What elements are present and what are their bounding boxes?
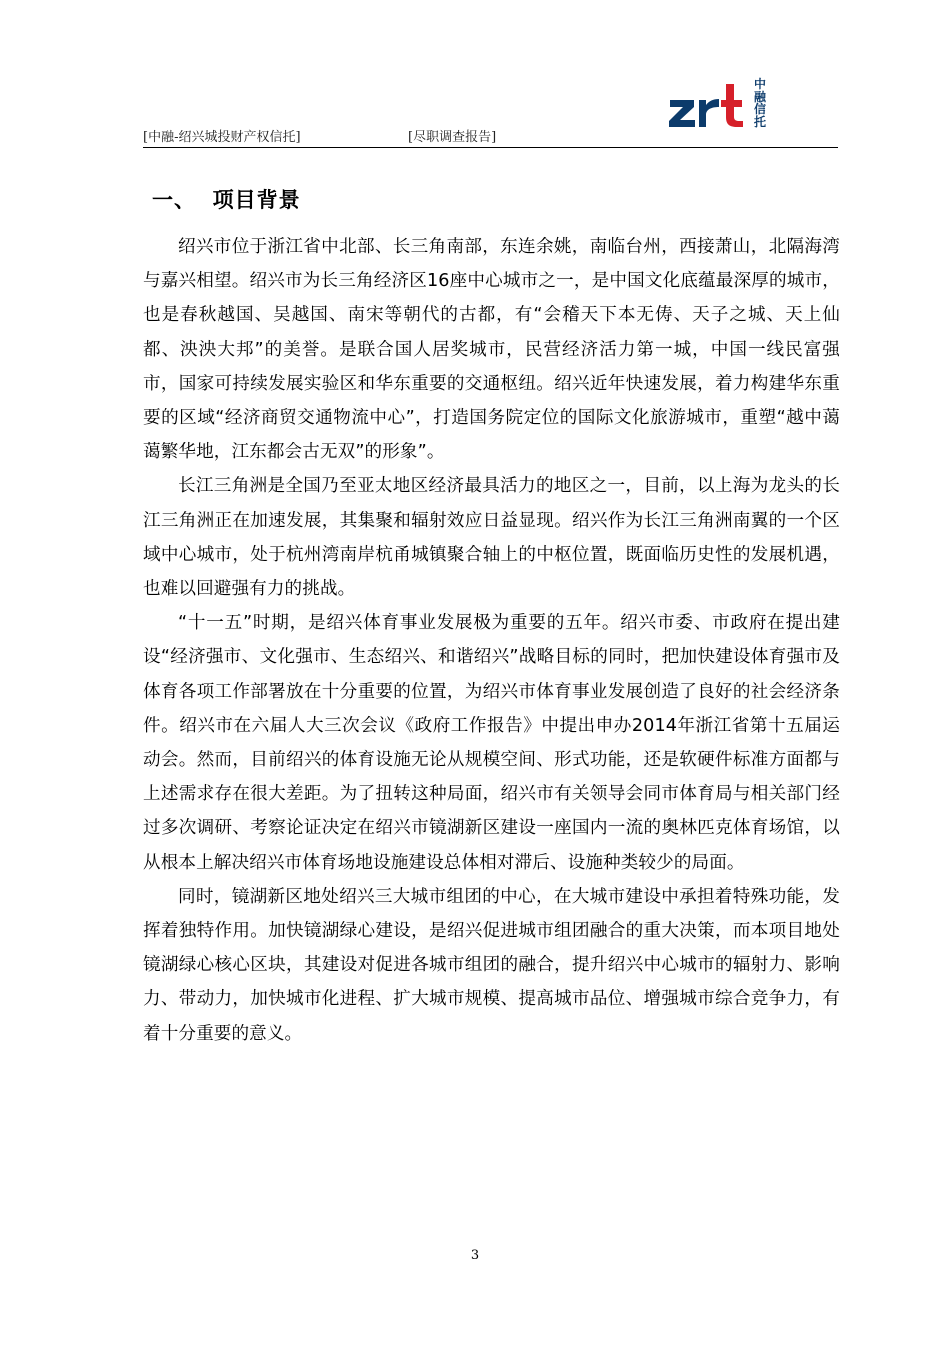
page-number: 3 (470, 1248, 480, 1263)
header-divider (143, 147, 838, 148)
page-header (143, 120, 838, 148)
header-report-type: [尽职调查报告] (408, 130, 497, 145)
logo-char: 中 (753, 77, 766, 91)
paragraph: “十一五”时期，是绍兴体育事业发展极为重要的五年。绍兴市委、市政府在提出建设“经济强市、文化强市、生态绍兴、和谐绍兴”战略目标的同时，把加快建设体育强市及体育各项工作部署放在十分重要的位置，为绍兴市体育事业发展创造了良好的社会经济条件。绍兴市在六届人大三次会议《政府工作报告》中提出申办2014年浙江省第十五届运动会。然而，目前绍兴的体育设施无论从规模空间、形式功能，还是软硬件标准方面都与上述需求存在很大差距。为了扭转这种局面，绍兴市有关领导会同市体育局与相关部门经过多次调研、考察论证决定在绍兴市镜湖新区建设一座国内一流的奥林匹克体育场馆，以从根本上解决绍兴市体育场地设施建设总体相对滞后、设施种类较少的局面。 (143, 613, 840, 873)
logo-char: 托 (753, 114, 766, 129)
header-project-name: [中融-绍兴城投财产权信托] (143, 130, 301, 145)
paragraph: 长江三角洲是全国乃至亚太地区经济最具活力的地区之一，目前，以上海为龙头的长江三角洲正在加速发展，其集聚和辐射效应日益显现。绍兴作为长江三角洲南翼的一个区域中心城市，处于杭州湾南岸杭甬城镇聚合轴上的中枢位置，既面临历史性的发展机遇，也难以回避强有力的挑战。 (143, 476, 840, 600)
paragraph: 同时，镜湖新区地处绍兴三大城市组团的中心，在大城市建设中承担着特殊功能，发挥着独特作用。加快镜湖绿心建设，是绍兴促进城市组团融合的重大决策，而本项目地处镜湖绿心核心区块，其建设对促进各城市组团的融合，提升绍兴中心城市的辐射力、影响力、带动力，加快城市化进程、扩大城市规模、提高城市品位、增强城市综合竞争力，有着十分重要的意义。 (143, 886, 840, 1044)
logo-char: 融 (753, 89, 766, 104)
paragraph: 绍兴市位于浙江省中北部、长三角南部，东连余姚，南临台州，西接萧山，北隔海湾与嘉兴相望。绍兴市为长三角经济区16座中心城市之一，是中国文化底蕴最深厚的城市，也是春秋越国、吴越国、南宋等朝代的古都，有“会稽天下本无俦、天子之城、天上仙都、泱泱大邦”的美誉。是联合国人居奖城市，民营经济活力第一城，中国一线民富强市，国家可持续发展实验区和华东重要的交通枢纽。绍兴近年快速发展，着力构建华东重要的区域“经济商贸交通物流中心”，打造国务院定位的国际文化旅游城市，重塑“越中蔼蔼繁华地，江东都会古无双”的形象”。 (143, 237, 840, 463)
logo-char: 信 (753, 102, 766, 116)
body-text (143, 230, 840, 1051)
section-title: 一、 项目背景 (152, 188, 301, 212)
